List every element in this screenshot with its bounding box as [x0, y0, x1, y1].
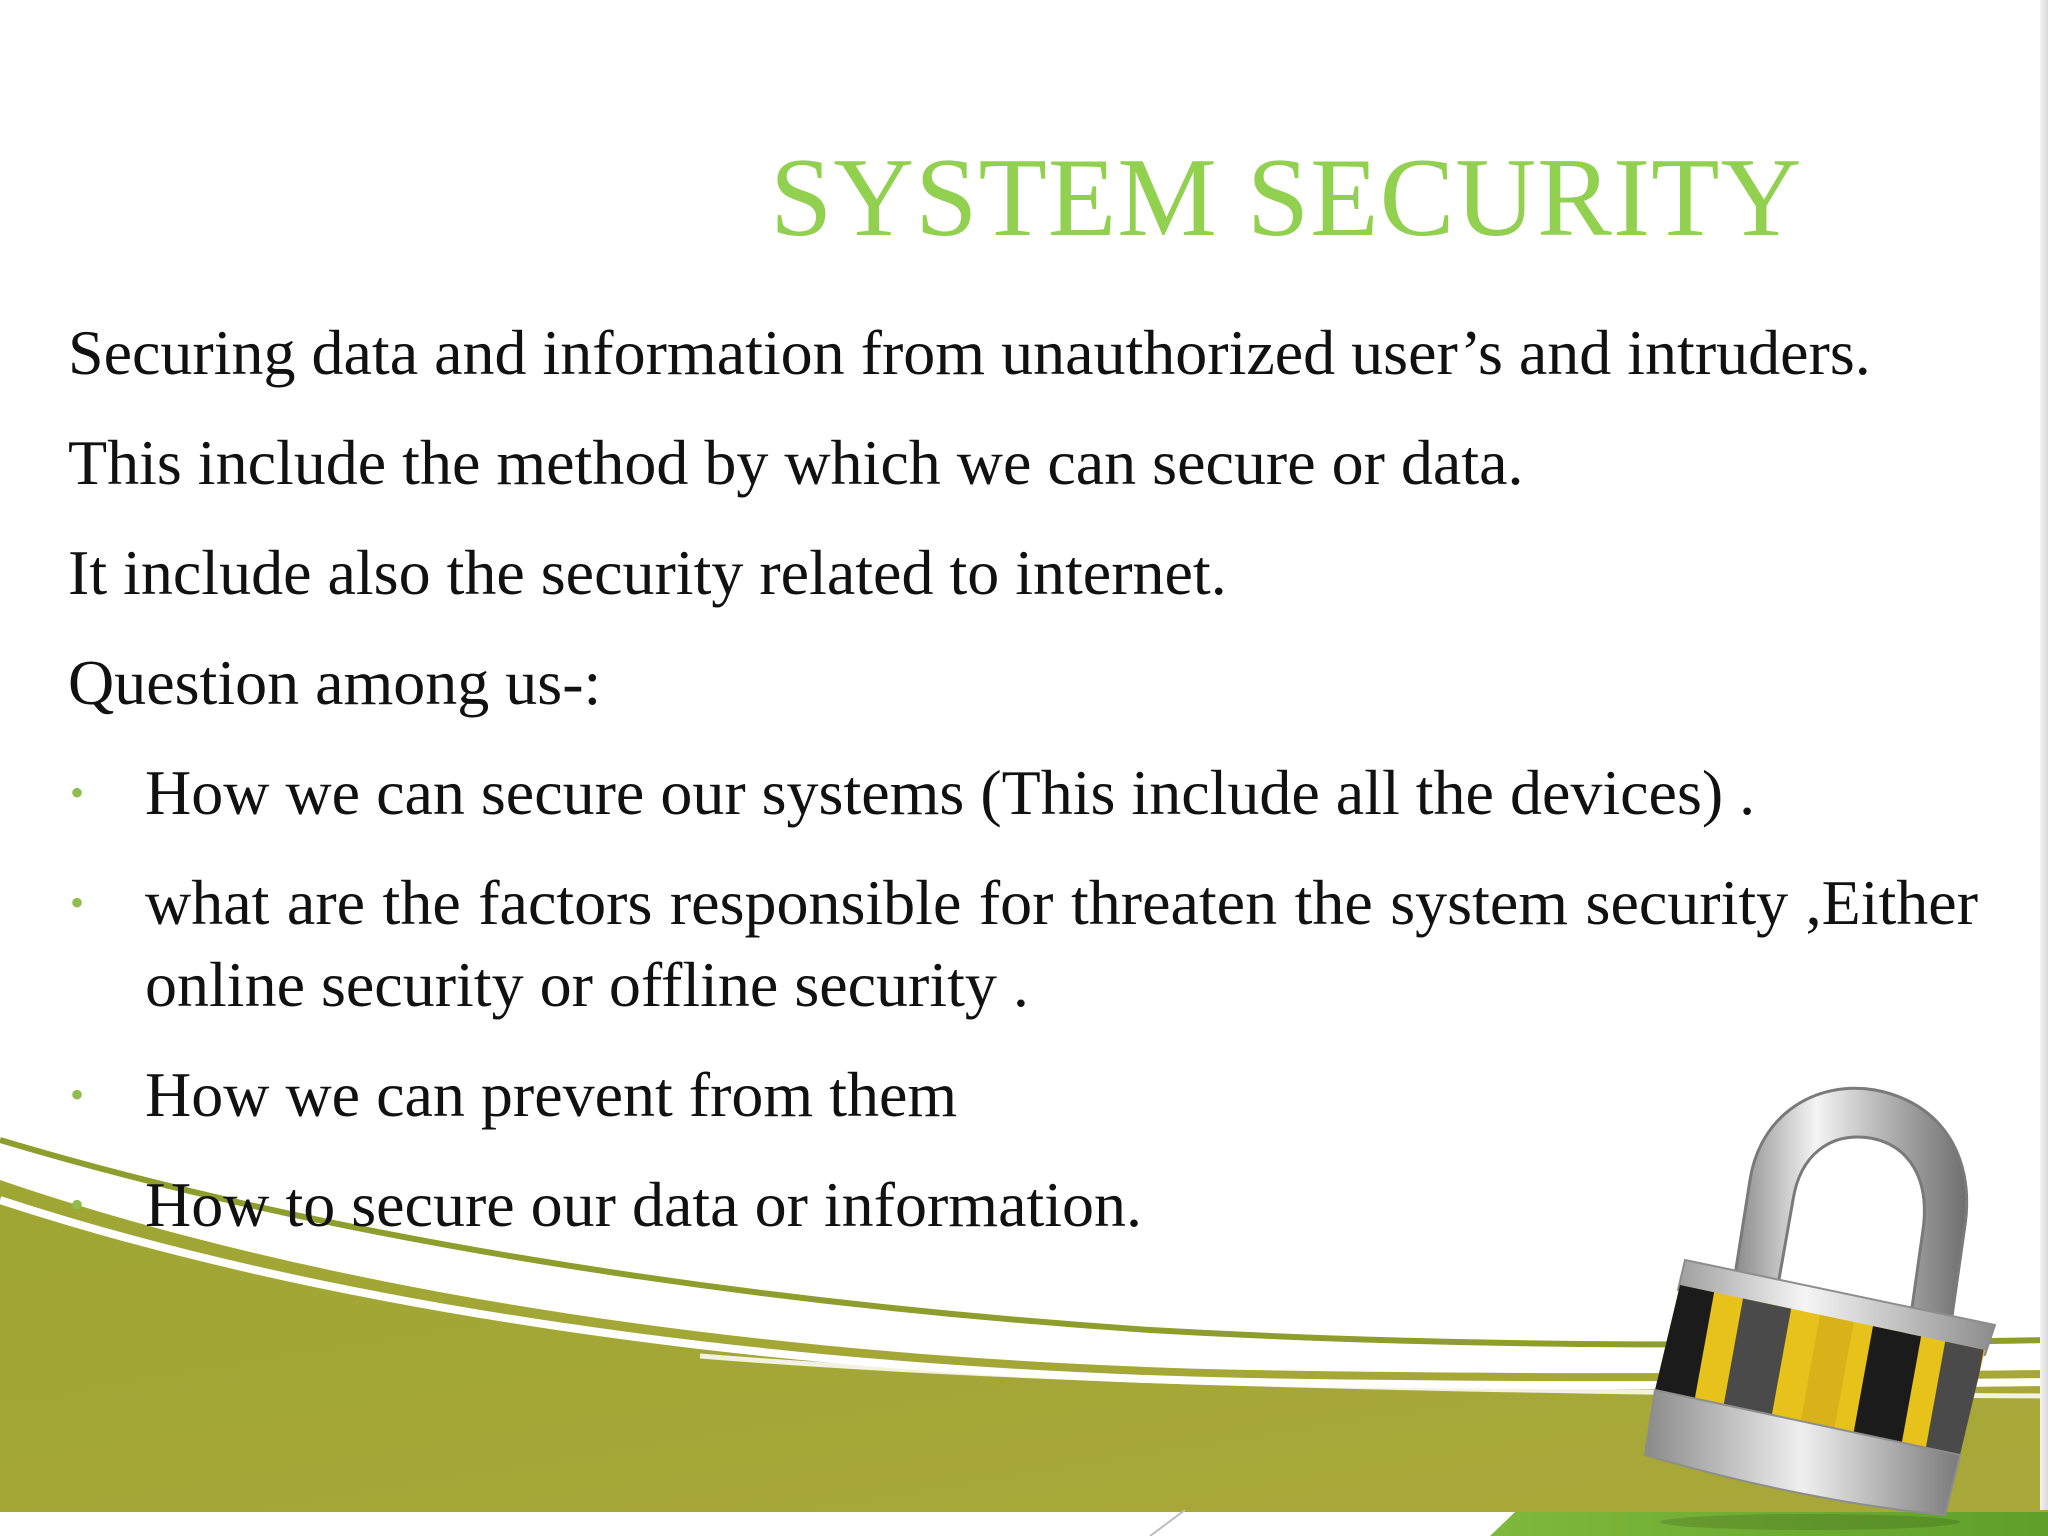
- bullet-icon: •: [70, 1182, 85, 1227]
- bullet-text: what are the factors responsible for threaten the system security ,Either online security or offline security .: [145, 867, 1978, 1020]
- list-item: [68, 752, 1978, 834]
- slide-title: SYSTEM SECURITY: [770, 136, 1803, 260]
- right-edge-shadow: [2040, 0, 2048, 1510]
- paragraph-method: This include the method by which we can secure or data.: [68, 427, 1524, 498]
- bullet-text: How to secure our data or information.: [145, 1169, 1143, 1240]
- bullet-icon: •: [70, 880, 85, 925]
- paragraph-securing: Securing data and information from unauthorized user’s and intruders.: [68, 317, 1871, 388]
- paragraph-question: Question among us-:: [68, 647, 602, 718]
- bullet-icon: •: [70, 770, 85, 815]
- bullet-icon: •: [70, 1072, 85, 1117]
- bullet-text: How we can prevent from them: [145, 1059, 958, 1130]
- padlock-icon: [1640, 1060, 2020, 1530]
- list-item: [68, 862, 1978, 1026]
- bullet-text: How we can secure our systems (This include all the devices) .: [145, 757, 1756, 828]
- paragraph-internet: It include also the security related to internet.: [68, 537, 1227, 608]
